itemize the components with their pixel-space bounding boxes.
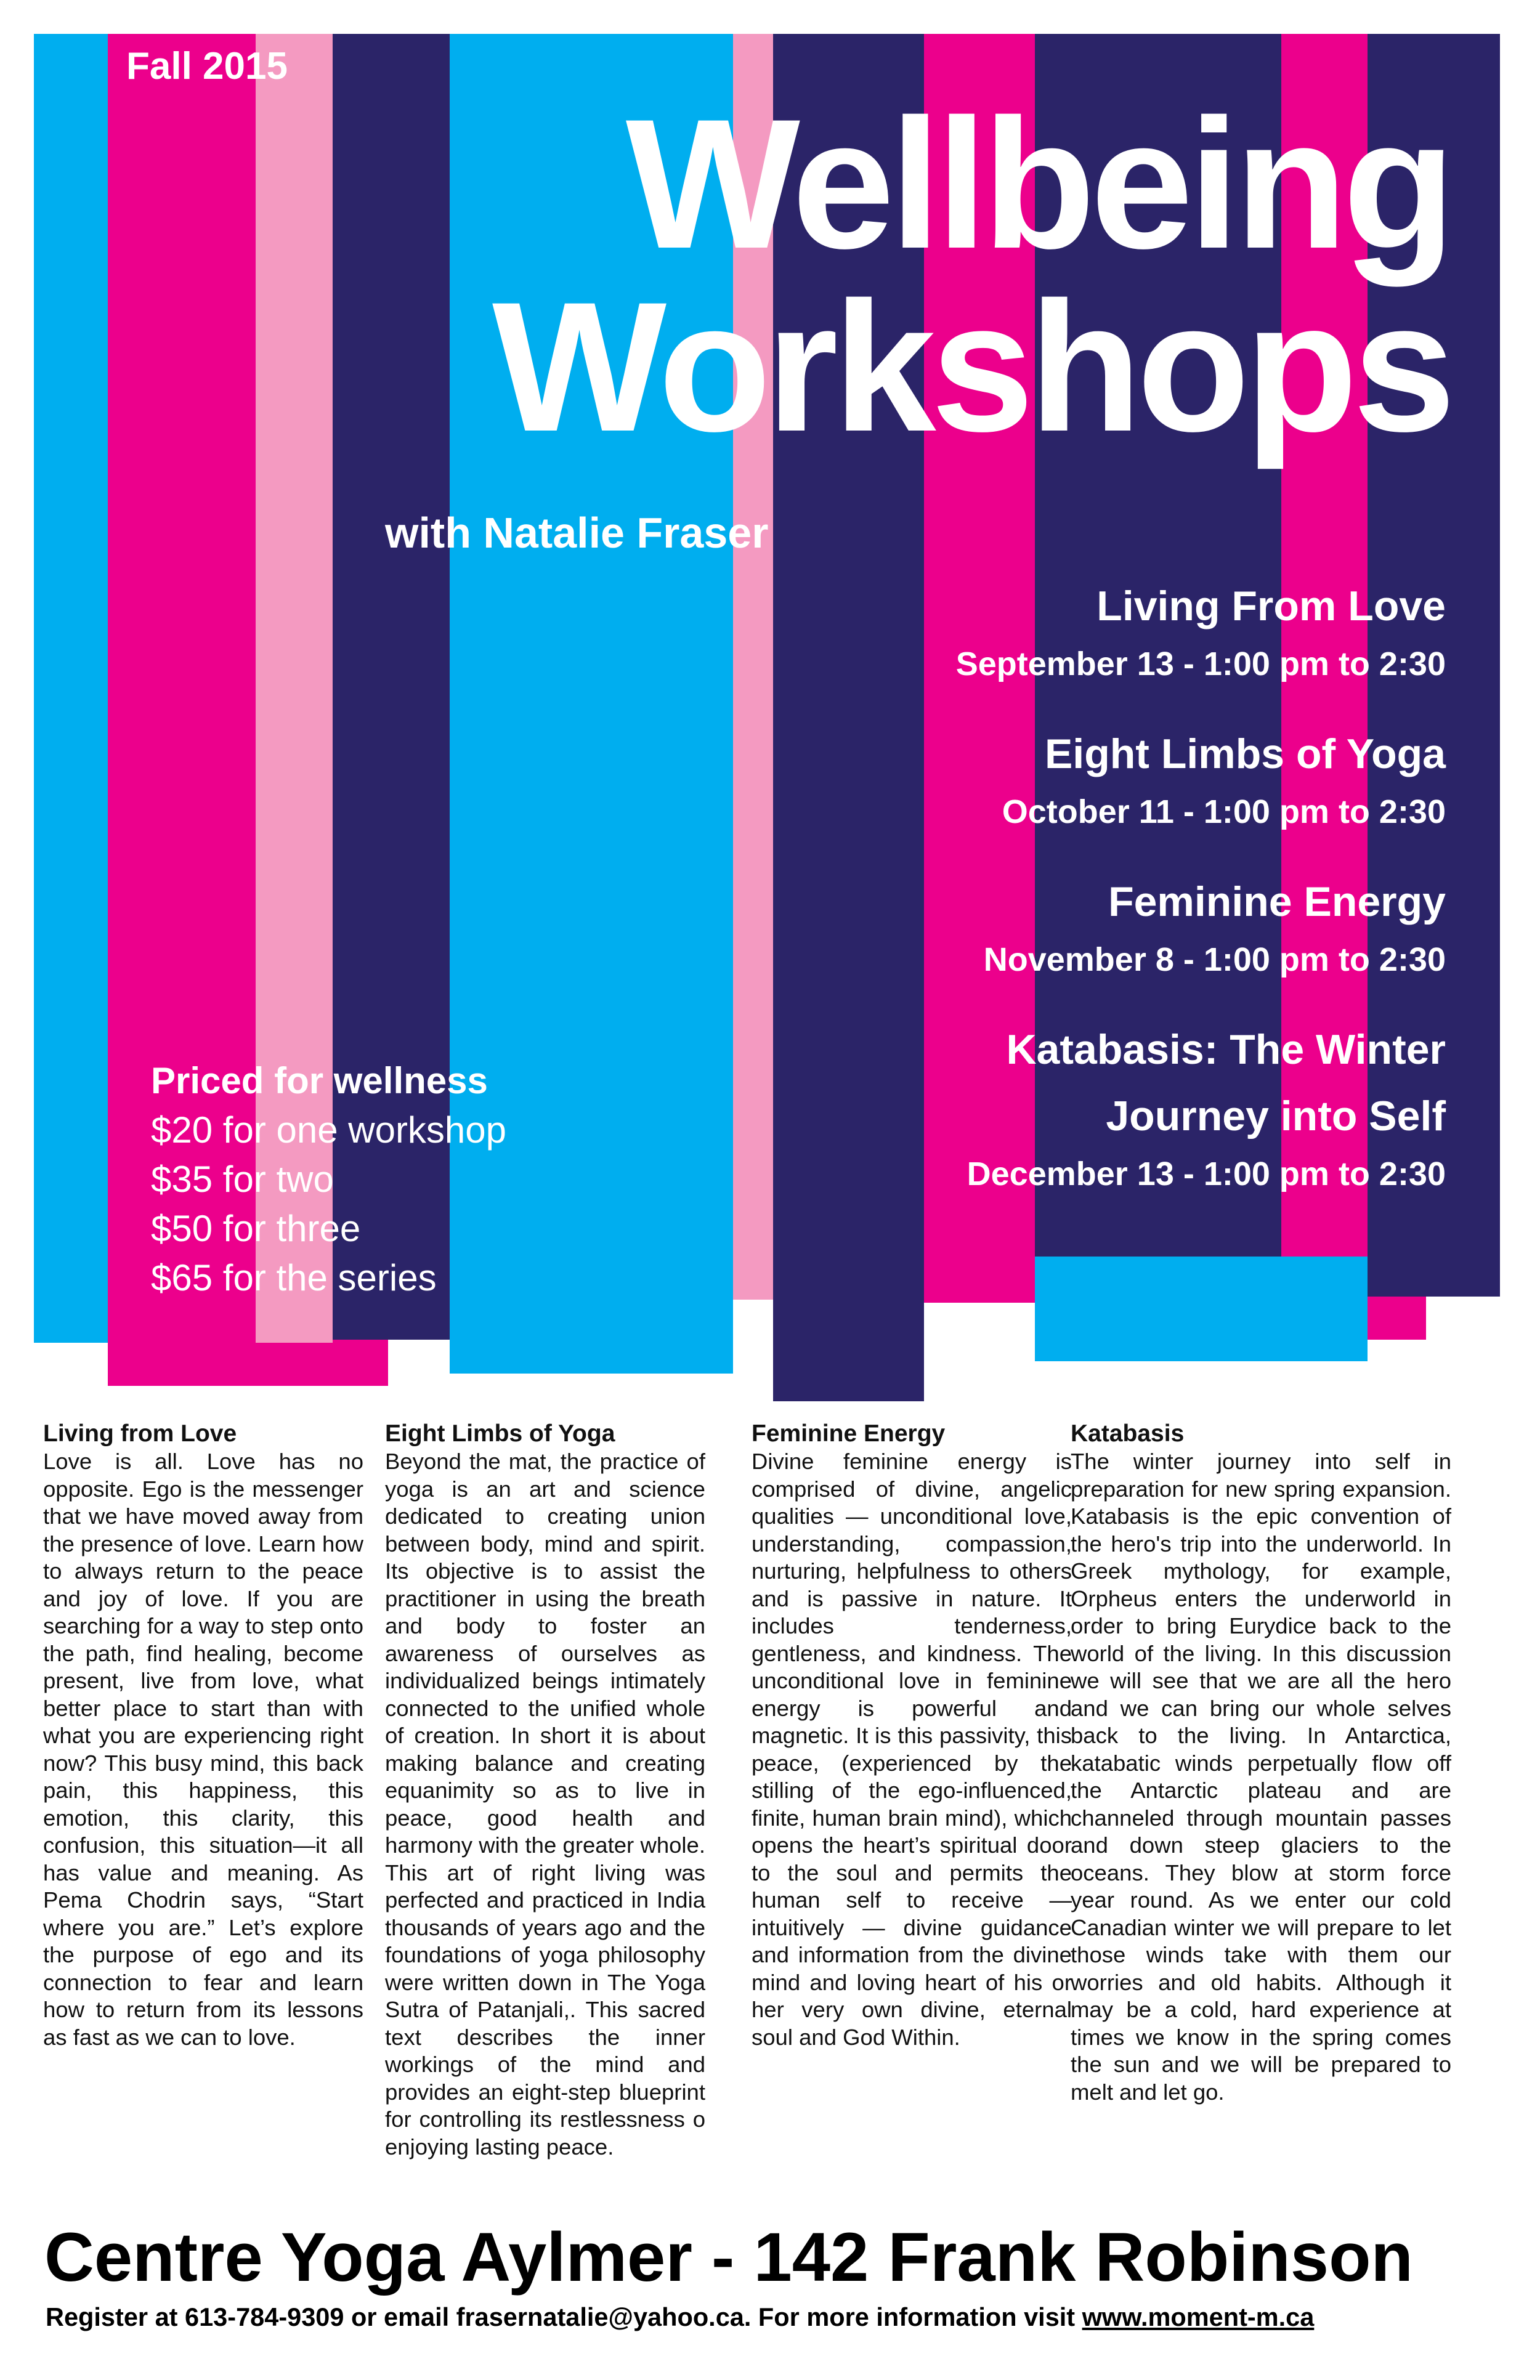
instructor-label: with Natalie Fraser [385,509,769,557]
venue-address: Centre Yoga Aylmer - 142 Frank Robinson [44,2219,1413,2296]
session-date: October 11 - 1:00 pm to 2:30 [1002,793,1446,830]
description-body: The winter journey into self in preparation for new spring expansion. Katabasis is the epic convention of the hero's trip into the underworld. In Greek mythology, for example, Orpheus enters the underworld in order to bring Eurydice back to the world of the living. In this discussion we will see that we are all the hero and we can bring our whole selves back to the living. In Antarctica, katabatic winds perpetually flow off the Antarctic plateau and are channeled through mountain passes and down steep glaciers to the oceans. They blow at storm force year round. As we enter our cold Canadian winter we will prepare to let those winds take with them our worries and old habits. Although it may be a cold, hard experience at times we know in the spring comes the sun and we will be prepared to melt and let go. [1071,1449,1451,2105]
description-column-eight-limbs [385,1420,705,2161]
description-column-living-from-love [43,1420,363,2051]
stripe-cyan-4 [1281,1257,1368,1361]
pricing-heading: Priced for wellness [151,1060,488,1101]
session-item [830,1016,1446,1199]
price-option: $65 for the series [151,1257,437,1298]
workshop-descriptions [43,1420,1497,2202]
description-column-feminine-energy [752,1420,1072,2051]
description-body: Love is all. Love has no opposite. Ego is the messenger that we have moved away from the presence of love. Learn how to always return to the peace and joy of love. If you are searching for a way to step onto the path, find healing, become present, live from love, what better place to start than with what you are experiencing right now? This busy mind, this back pain, this happiness, this emotion, this clarity, this confusion, this situation—it all has value and meaning. As Pema Chodrin says, “Start where you are.” Let’s explore the purpose of ego and its connection to fear and learn how to return from its lessons as fast as we can to love. [43,1449,363,2050]
page-title [492,80,1451,470]
session-date: September 13 - 1:00 pm to 2:30 [955,646,1446,682]
website-link[interactable]: www.moment-m.ca [1082,2302,1315,2331]
session-name-line-1: Katabasis: The Winter [1006,1026,1446,1073]
title-line-2: Workshops [492,263,1451,470]
price-option: $50 for three [151,1208,361,1249]
registration-text: Register at 613-784-9309 or email frasernatalie@yahoo.ca. For more information visit [46,2302,1082,2331]
description-body: Beyond the mat, the practice of yoga is an art and science dedicated to creating union between body, mind and spirit. Its objective is to assist the practitioner in using the breath and body to foster an awareness of ourselves as individualized beings intimately connected to the unified whole of creation. In short it is about making balance and creating equanimity so as to live in peace, good health and harmony with the greater whole. This art of right living was perfected and practiced in India thousands of years ago and the foundations of yoga philosophy were written down in The Yoga Sutra of Patanjali,. This sacred text describes the inner workings of the mind and provides an eight-step blueprint for controlling its restlessness o enjoying lasting peace. [385,1449,705,2159]
description-title: Katabasis [1071,1420,1185,1447]
season-label: Fall 2015 [126,45,288,87]
session-date: December 13 - 1:00 pm to 2:30 [967,1156,1446,1192]
description-title: Living from Love [43,1420,237,1447]
session-name-line-2: Journey into Self [1106,1093,1446,1139]
session-item [830,573,1446,689]
stripe-cyan-3 [1035,1257,1281,1361]
session-name: Eight Limbs of Yoga [1044,731,1446,777]
registration-info [46,2302,1314,2332]
session-item [830,721,1446,836]
stripe-cyan-1 [34,34,108,1343]
session-schedule [830,573,1446,1231]
pricing-block [151,1056,506,1303]
session-name: Feminine Energy [1108,878,1446,925]
description-title: Eight Limbs of Yoga [385,1420,615,1447]
title-line-1: Wellbeing [625,80,1451,287]
description-column-katabasis [1071,1420,1451,2106]
session-item [830,868,1446,984]
session-date: November 8 - 1:00 pm to 2:30 [983,941,1446,978]
price-option: $20 for one workshop [151,1109,507,1151]
description-title: Feminine Energy [752,1420,946,1447]
price-option: $35 for two [151,1159,334,1200]
session-name: Living From Love [1096,583,1446,629]
description-body: Divine feminine energy is comprised of divine, angelic qualities — unconditional love, understanding, compassion, nurturing, helpfulness to others and is passive in nature. It includes tenderness, gentleness, and kindness. The unconditional love in feminine energy is powerful and magnetic. It is this passivity, this peace, (experienced by the stilling of the ego-influenced, finite, human brain mind), which opens the heart’s spiritual door to the soul and permits the human self to receive — intuitively — divine guidance and information from the divine mind and loving heart of his or her very own divine, eternal soul and God Within. [752,1449,1072,2050]
